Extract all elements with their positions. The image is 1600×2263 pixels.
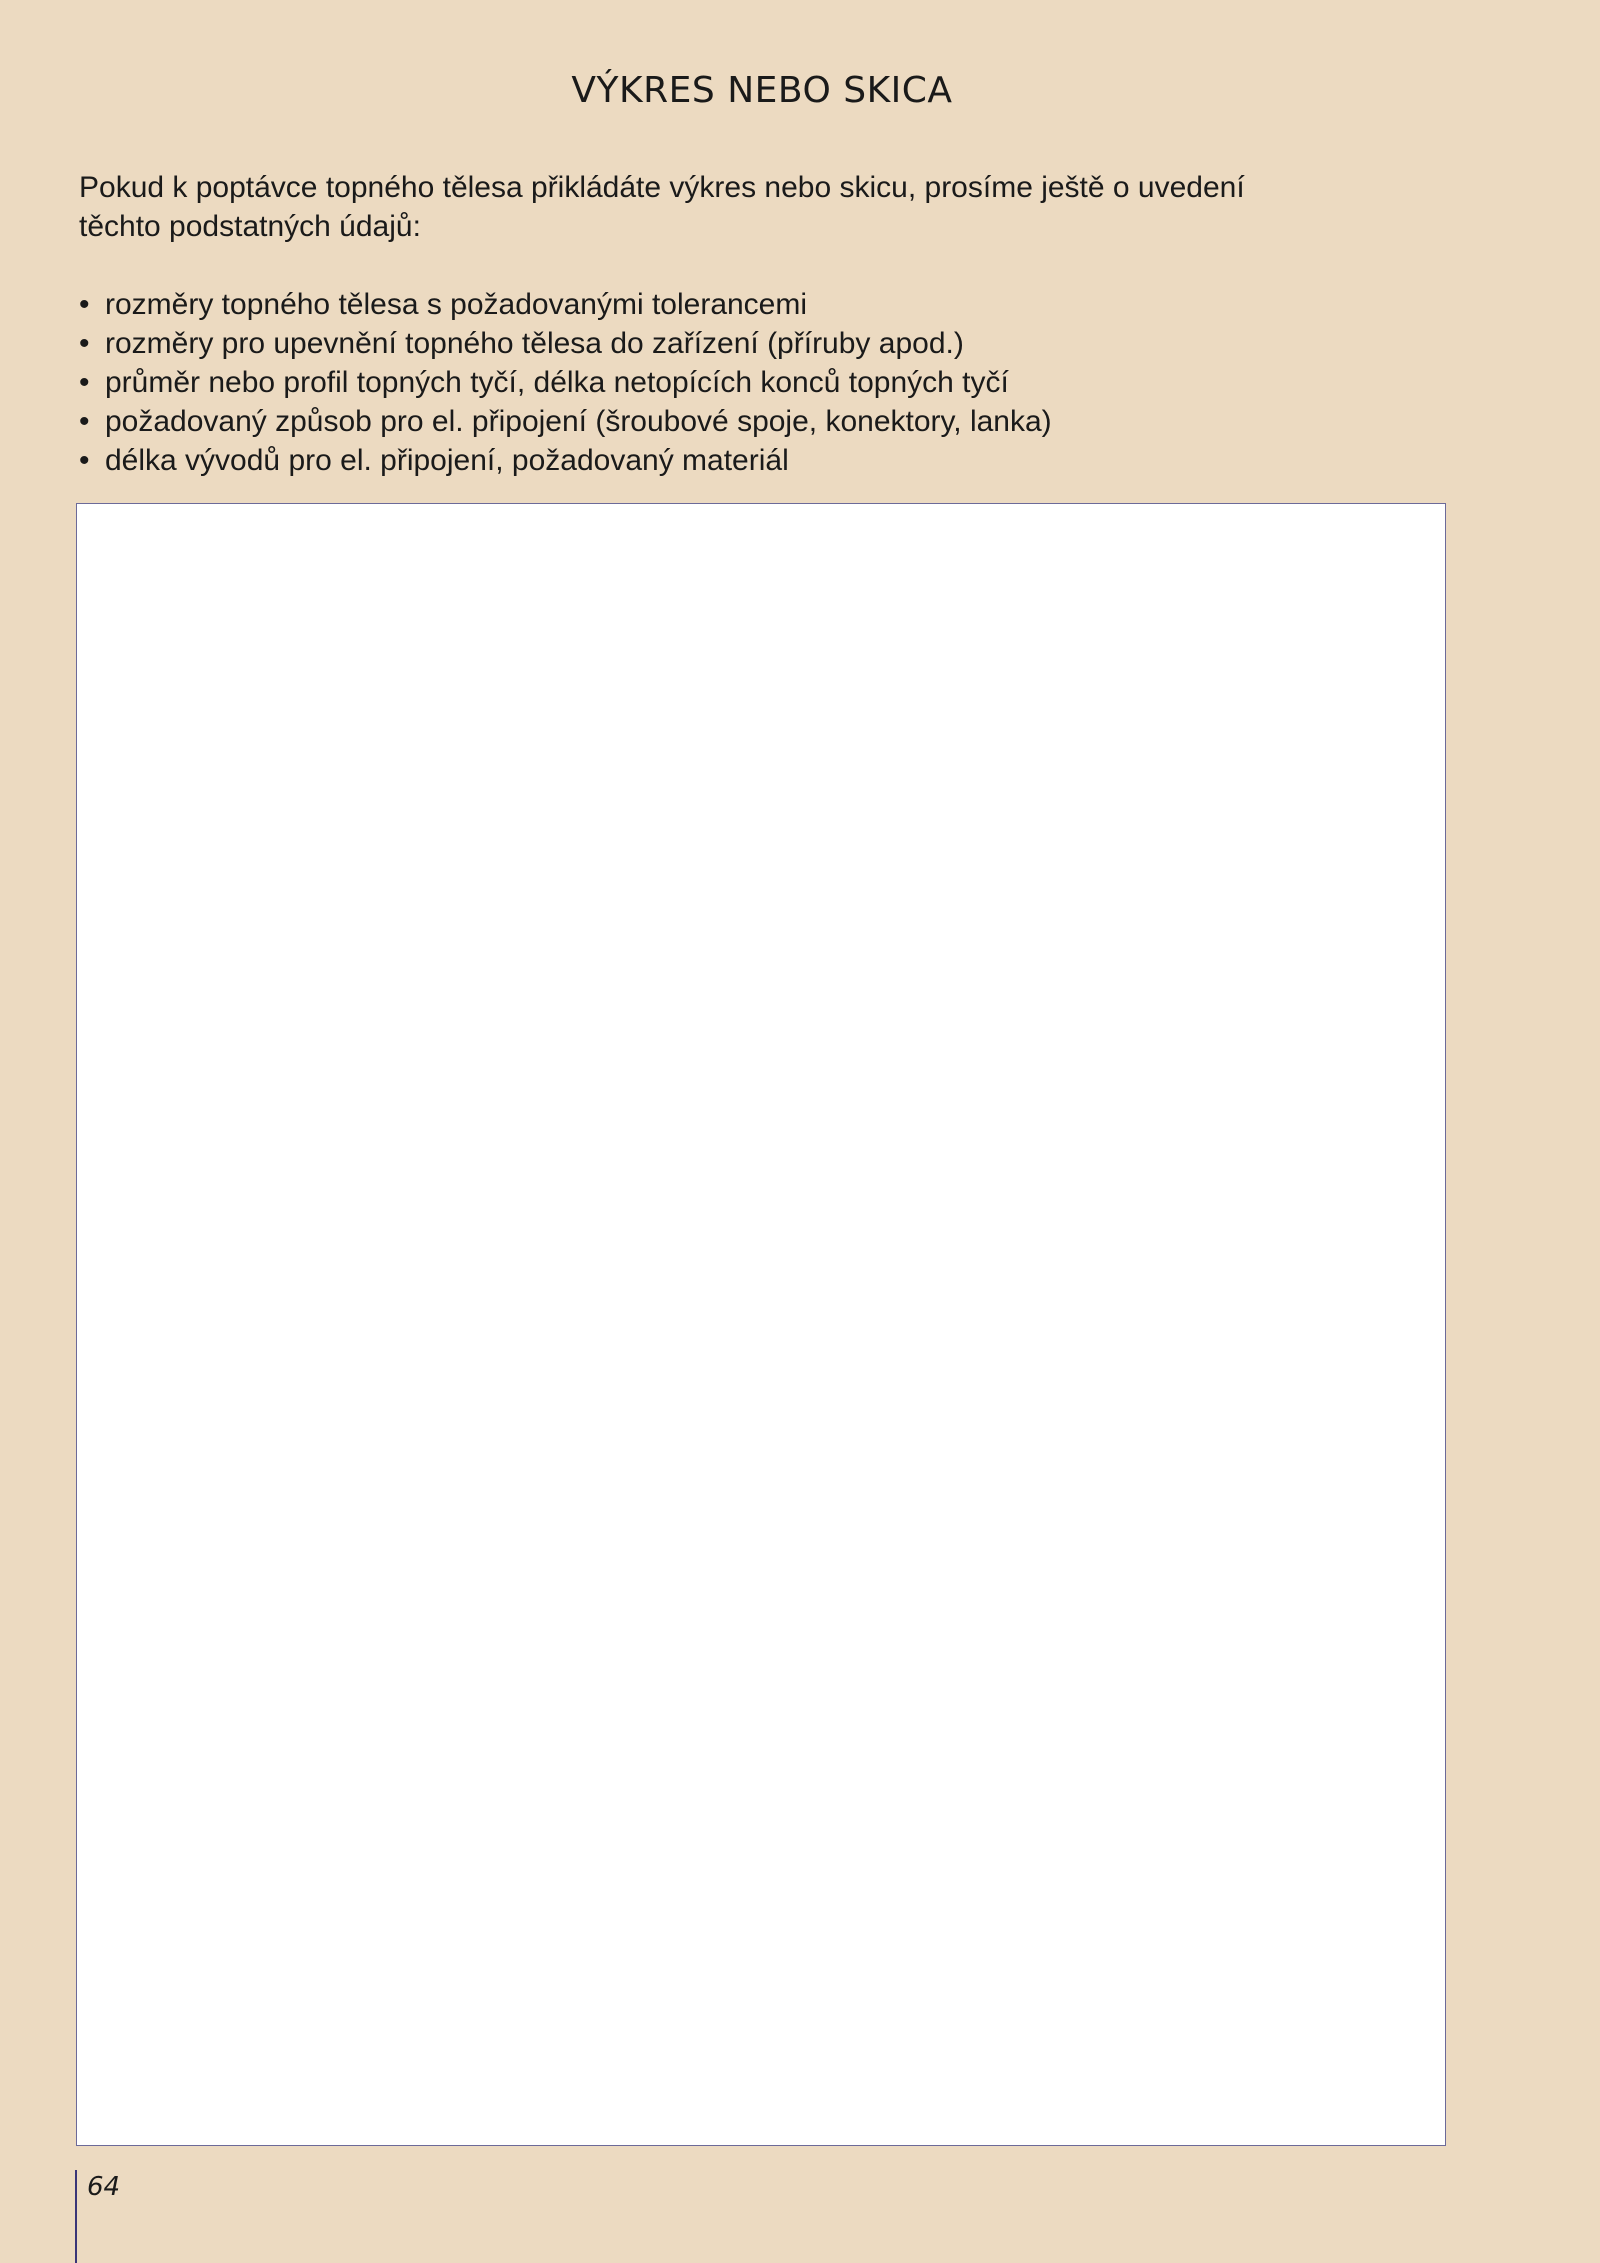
list-item-text: délka vývodů pro el. připojení, požadovaný materiál (105, 444, 789, 477)
bullet-icon: • (79, 327, 90, 360)
list-item-text: požadovaný způsob pro el. připojení (šroubové spoje, konektory, lanka) (105, 405, 1052, 438)
drawing-area[interactable] (76, 503, 1446, 2146)
bullet-icon: • (79, 366, 90, 399)
page-title: VÝKRES NEBO SKICA (571, 70, 953, 111)
list-item (79, 285, 1459, 324)
bullet-icon: • (79, 405, 90, 438)
page-number: 64 (87, 2172, 121, 2202)
list-item (79, 402, 1459, 441)
list-item-text: průměr nebo profil topných tyčí, délka netopících konců topných tyčí (105, 366, 1009, 399)
intro-line-1: Pokud k poptávce topného tělesa přikládáte výkres nebo skicu, prosíme ještě o uvedení (79, 171, 1245, 204)
bullet-icon: • (79, 444, 90, 477)
requirements-list (79, 285, 1459, 480)
bullet-icon: • (79, 288, 90, 321)
list-item (79, 441, 1459, 480)
list-item (79, 324, 1459, 363)
list-item-text: rozměry pro upevnění topného tělesa do zařízení (příruby apod.) (105, 327, 964, 360)
page-rule-divider (75, 2170, 77, 2263)
list-item-text: rozměry topného tělesa s požadovanými tolerancemi (105, 288, 808, 321)
list-item (79, 363, 1459, 402)
intro-line-2: těchto podstatných údajů: (79, 210, 421, 243)
intro-paragraph (79, 168, 1459, 246)
